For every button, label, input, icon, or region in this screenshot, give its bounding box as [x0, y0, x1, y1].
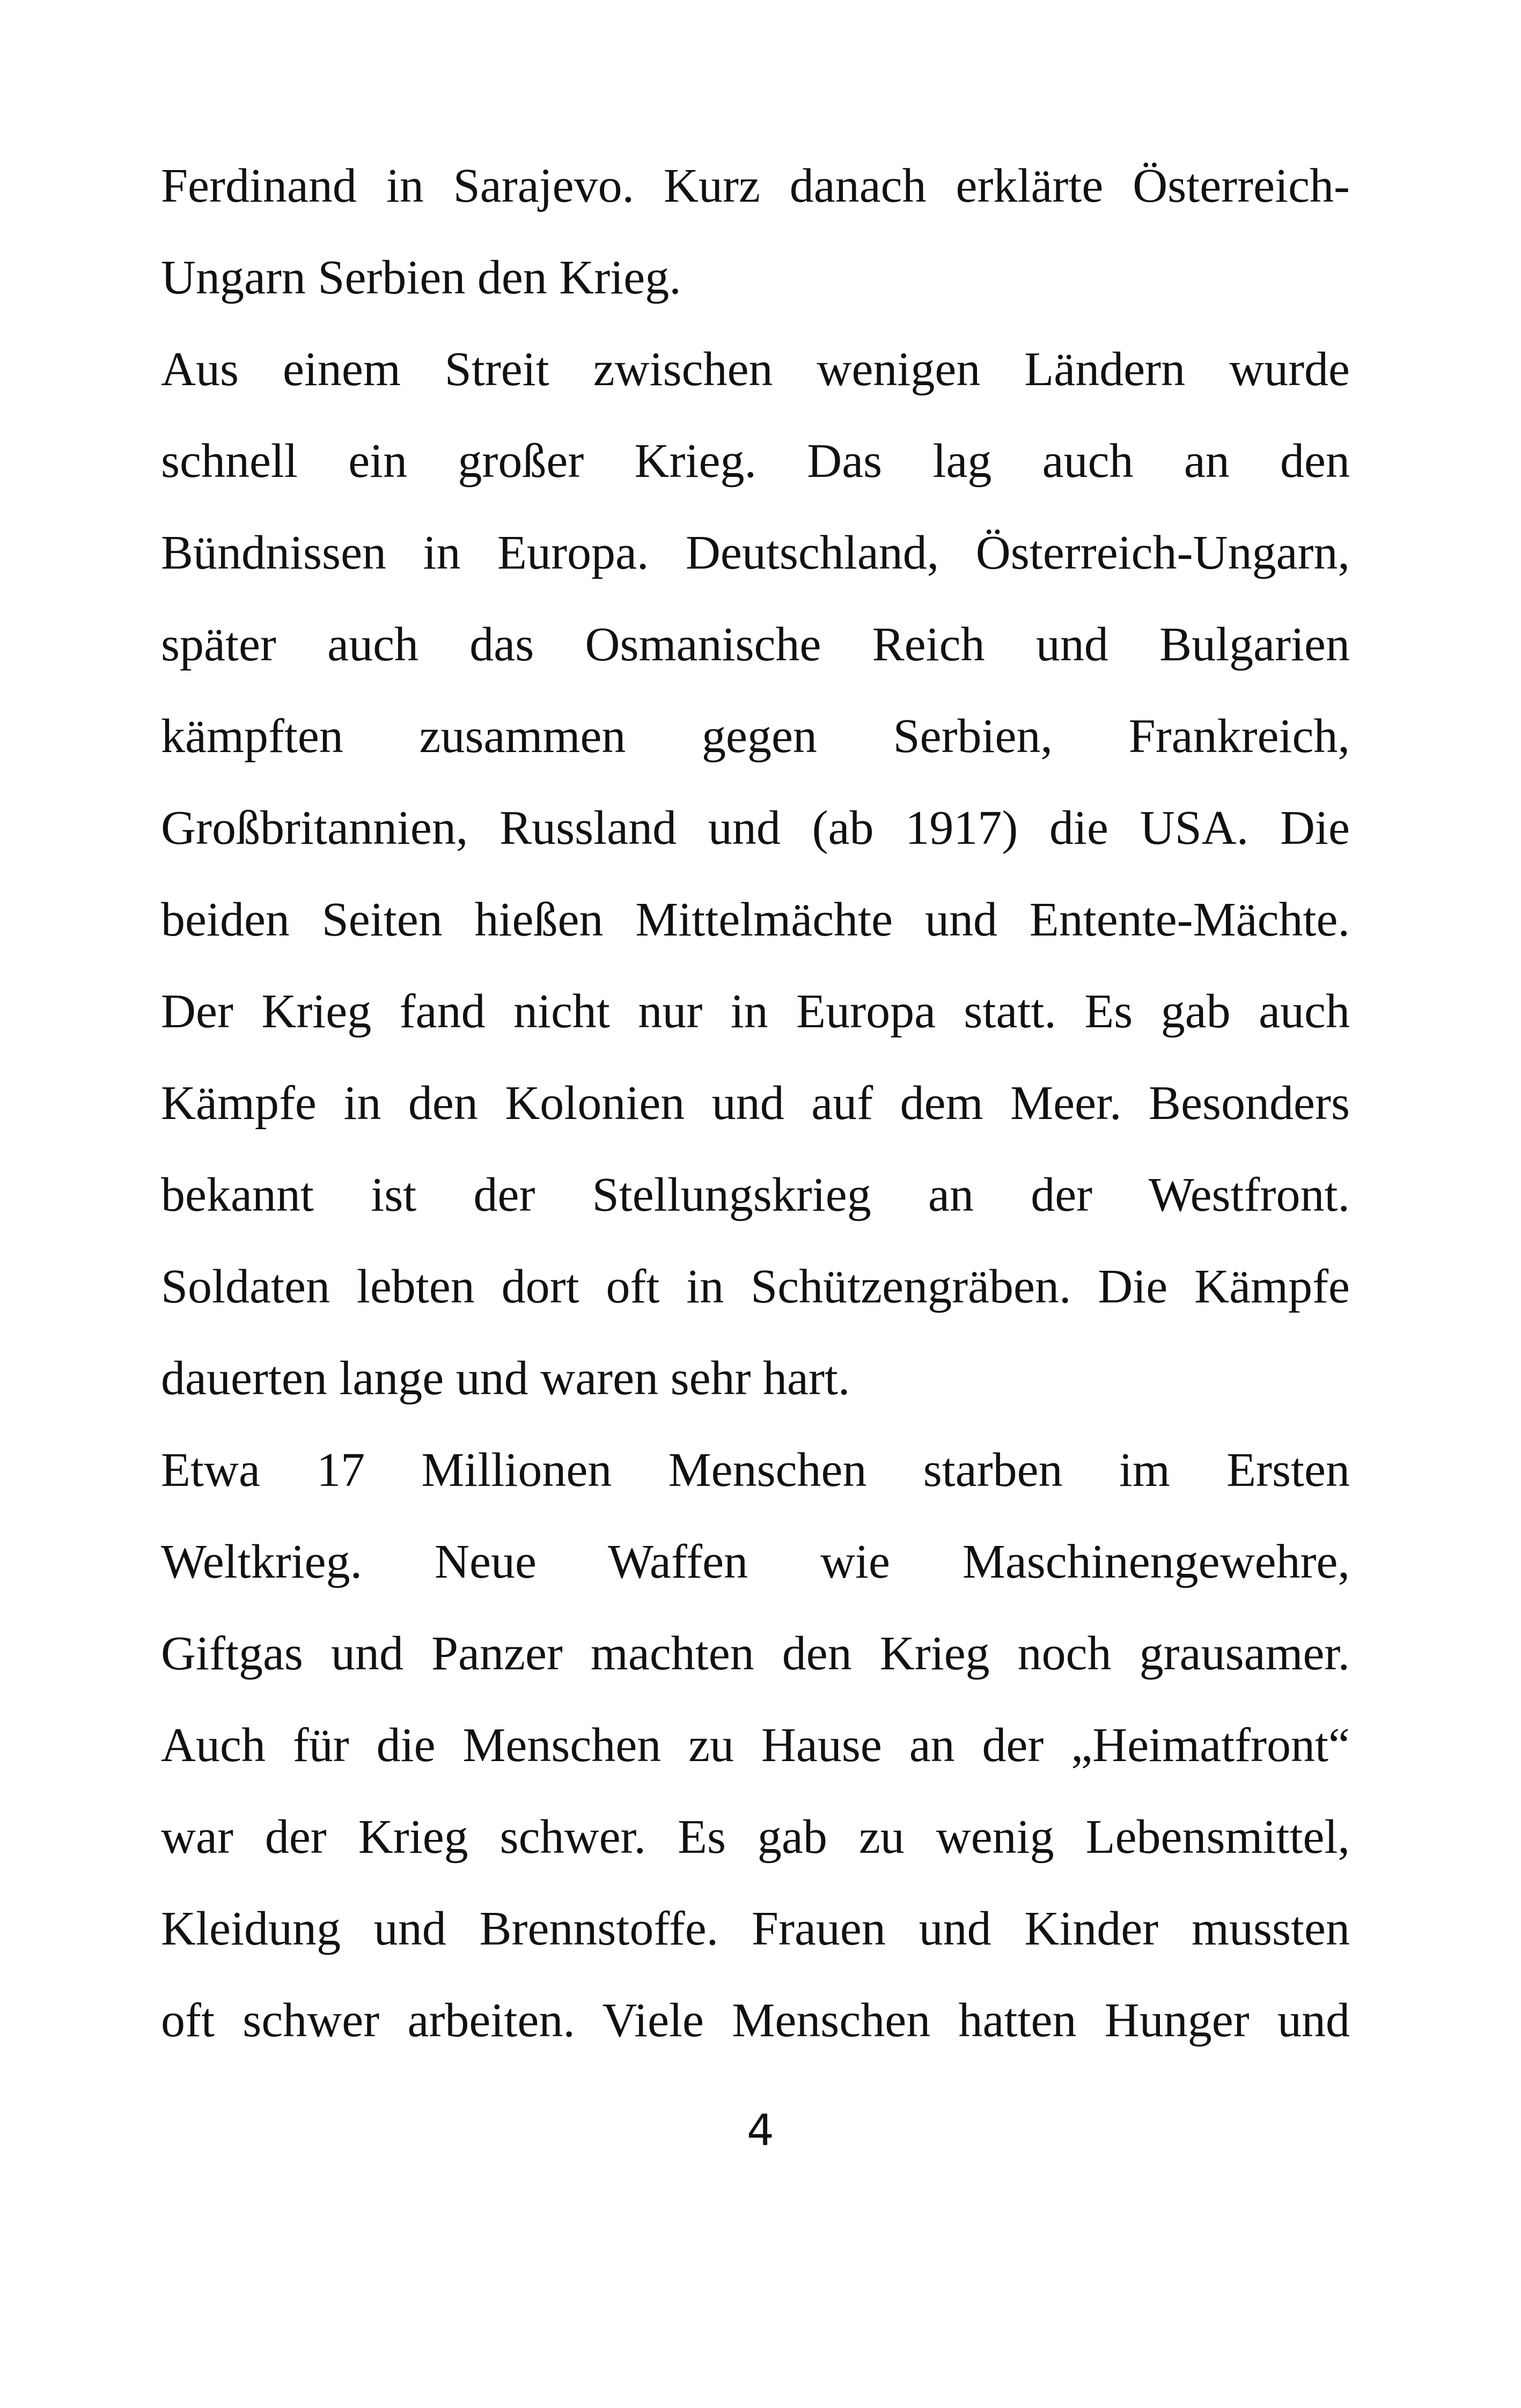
text-line: Weltkrieg. Neue Waffen wie Maschinengewehre,	[161, 1535, 1350, 1588]
text-line: Der Krieg fand nicht nur in Europa statt. Es gab auch	[161, 985, 1350, 1038]
text-line: Giftgas und Panzer machten den Krieg noch grausamer.	[161, 1627, 1350, 1680]
text-line: Ferdinand in Sarajevo. Kurz danach erklärte Österreich-	[161, 159, 1350, 212]
body-text	[161, 157, 1350, 2083]
text-line: Etwa 17 Millionen Menschen starben im Ersten	[161, 1444, 1350, 1497]
text-line: Bündnissen in Europa. Deutschland, Österreich-Ungarn,	[161, 526, 1350, 579]
text-line: war der Krieg schwer. Es gab zu wenig Lebensmittel,	[161, 1810, 1350, 1864]
text-line: Großbritannien, Russland und (ab 1917) die USA. Die	[161, 801, 1350, 855]
text-line: oft schwer arbeiten. Viele Menschen hatten Hunger und	[161, 1994, 1350, 2047]
text-line: Ungarn Serbien den Krieg.	[161, 251, 681, 304]
text-line: Aus einem Streit zwischen wenigen Ländern wurde	[161, 343, 1350, 396]
text-line: später auch das Osmanische Reich und Bulgarien	[161, 618, 1350, 671]
page-number: 4	[747, 2105, 774, 2155]
text-line: Kleidung und Brennstoffe. Frauen und Kinder mussten	[161, 1902, 1350, 1955]
text-line: Auch für die Menschen zu Hause an der „Heimatfront“	[161, 1719, 1350, 1772]
text-line: Kämpfe in den Kolonien und auf dem Meer. Besonders	[161, 1077, 1350, 1130]
text-line: Soldaten lebten dort oft in Schützengräben. Die Kämpfe	[161, 1260, 1350, 1313]
text-line: schnell ein großer Krieg. Das lag auch an den	[161, 435, 1350, 488]
text-line: beiden Seiten hießen Mittelmächte und Entente-Mächte.	[161, 893, 1350, 946]
text-line: bekannt ist der Stellungskrieg an der Westfront.	[161, 1168, 1350, 1221]
text-line: dauerten lange und waren sehr hart.	[161, 1352, 850, 1405]
text-line: kämpften zusammen gegen Serbien, Frankreich,	[161, 710, 1350, 763]
